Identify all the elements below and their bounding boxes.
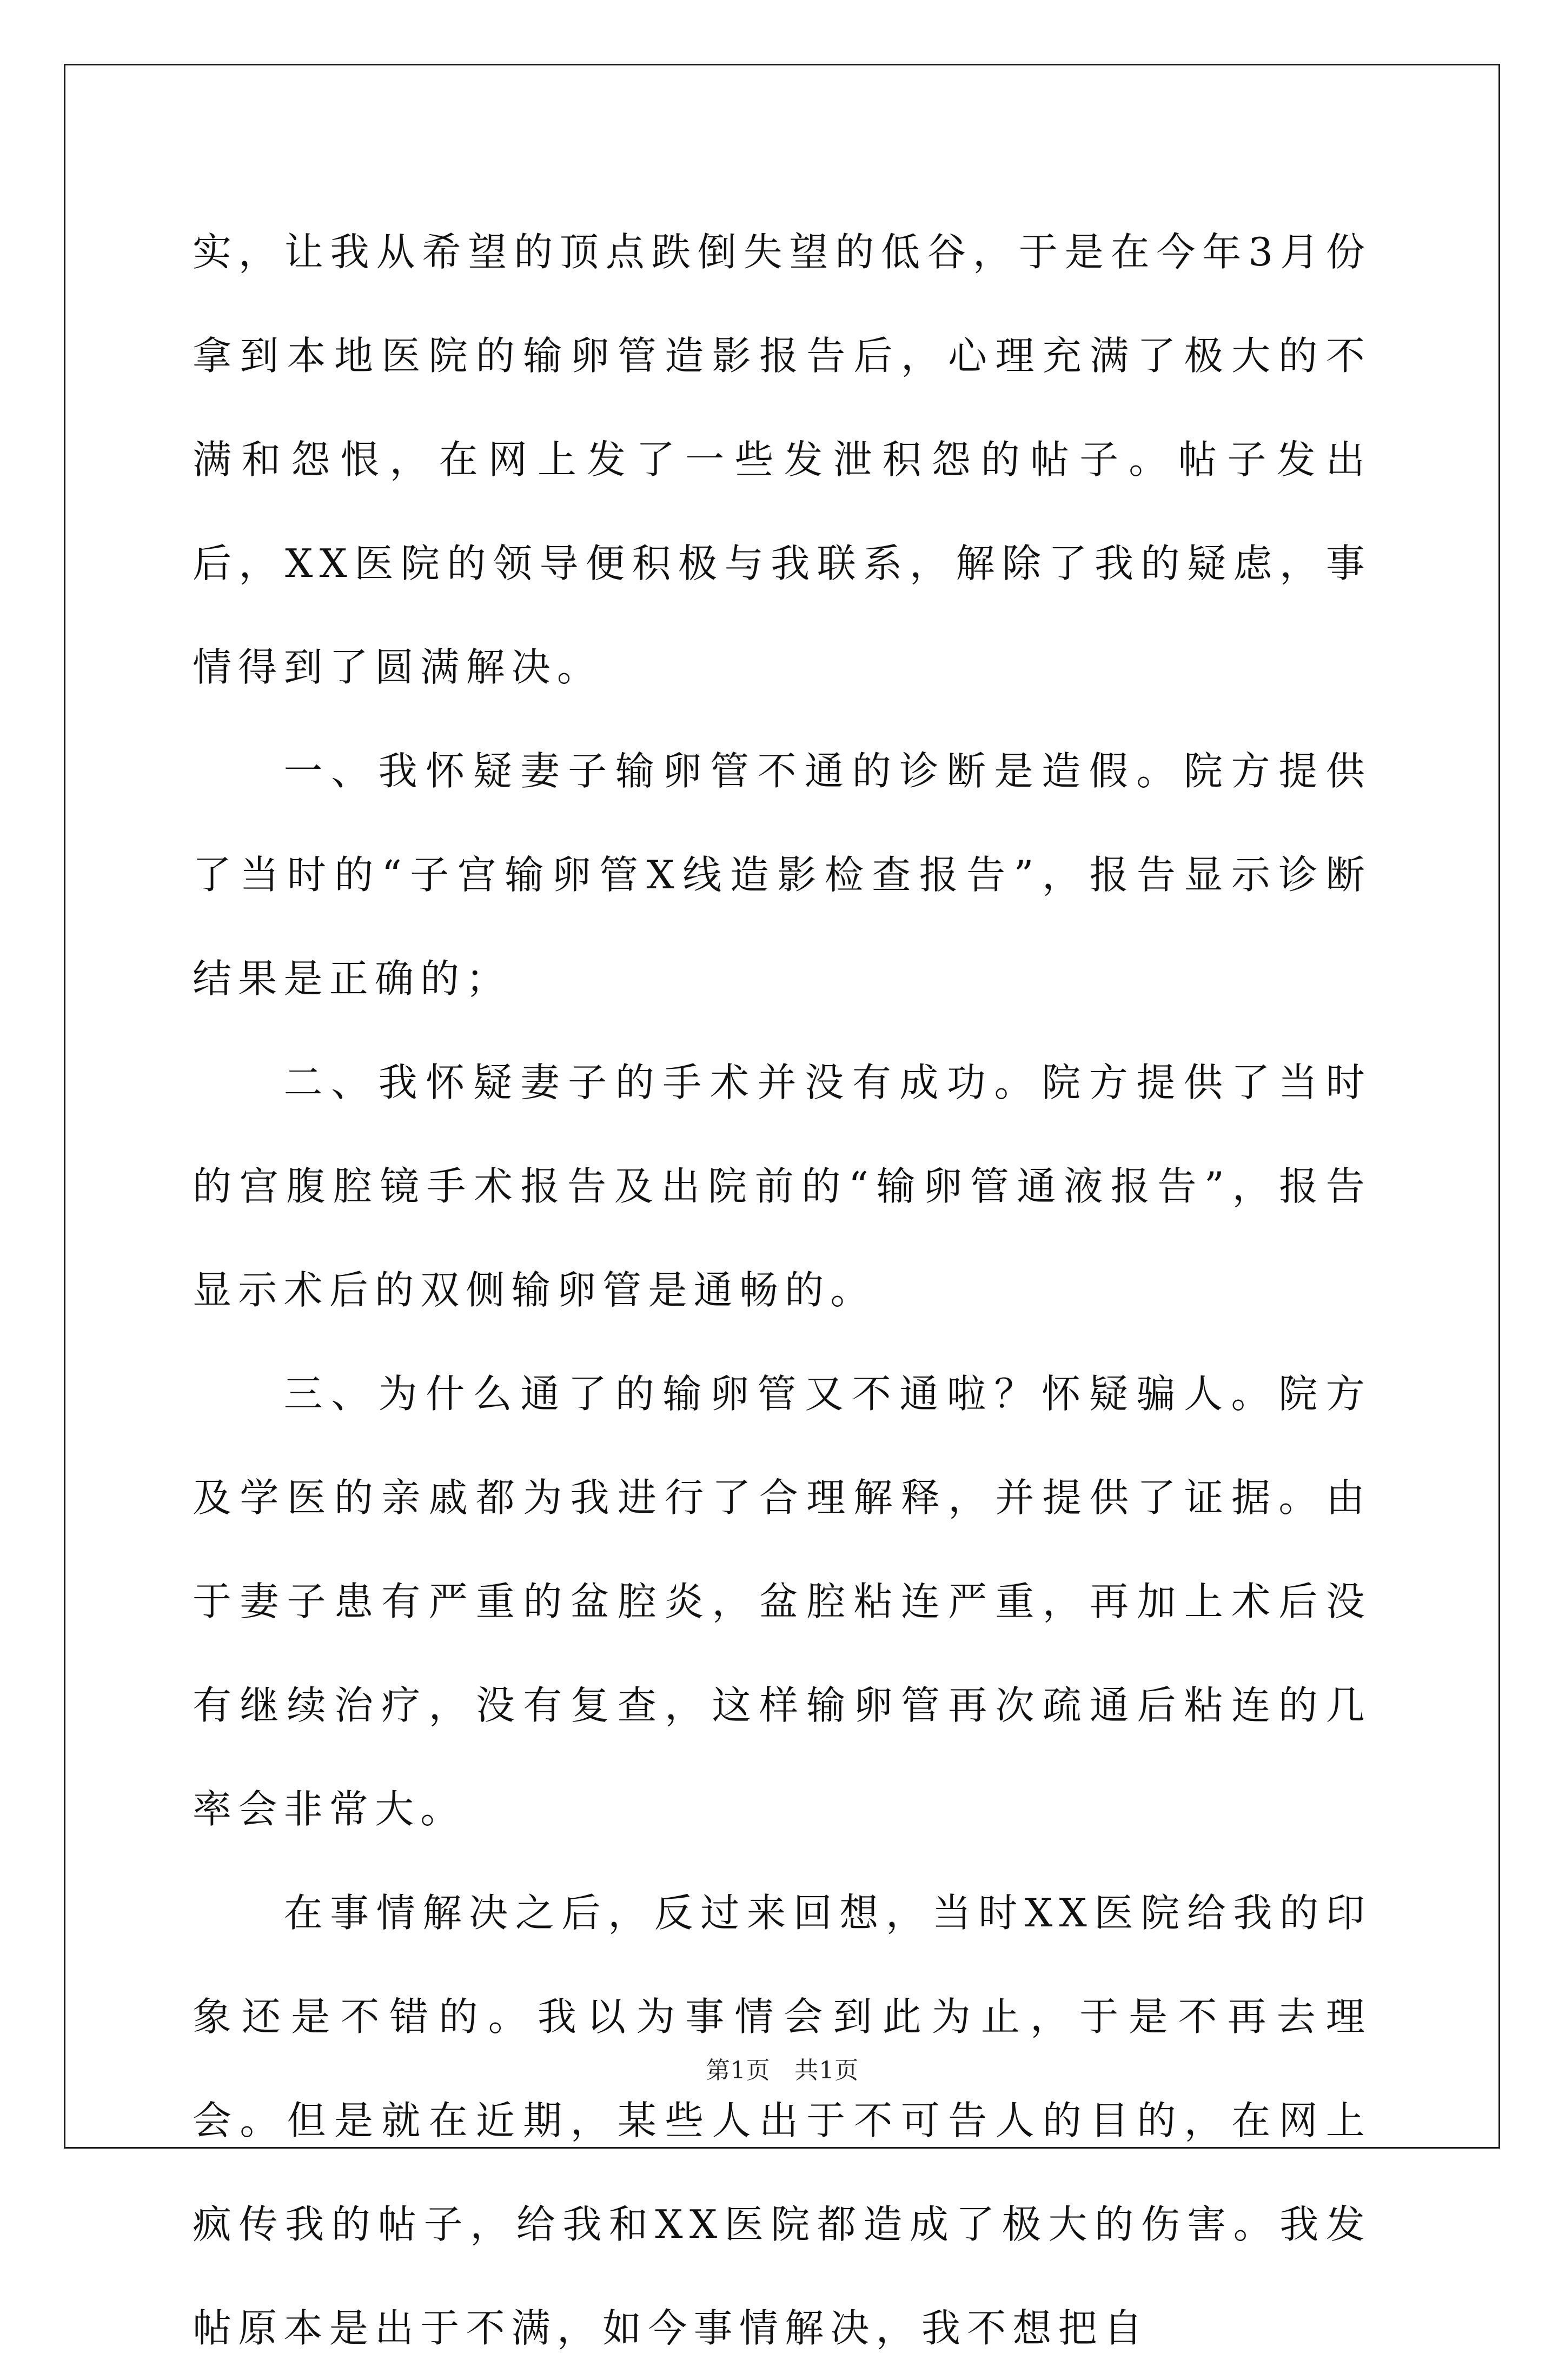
paragraph-conclusion: 在事情解决之后，反过来回想，当时XX医院给我的印象还是不错的。我以为事情会到此为止，于是不再去理会。但是就在近期，某些人出于不可告人的目的，在网上疯传我的帖子，给我和XX医院都造成了极大的伤害。我发帖原本是出于不满，如今事情解决，我不想把自 [193,1890,1371,2351]
paragraph-continuation: 实，让我从希望的顶点跌倒失望的低谷，于是在今年3月份拿到本地医院的输卵管造影报告后，心理充满了极大的不满和怨恨，在网上发了一些发泄积怨的帖子。帖子发出后，XX医院的领导便积极与我联系，解除了我的疑虑，事情得到了圆满解决。 [193,229,1371,690]
paragraph-point-one: 一、我怀疑妻子输卵管不通的诊断是造假。院方提供了当时的“子宫输卵管X线造影检查报告”，报告显示诊断结果是正确的； [193,748,1371,1001]
page-number-footer: 第1页 共1页 [706,2057,859,2084]
paragraph-point-two: 二、我怀疑妻子的手术并没有成功。院方提供了当时的宫腹腔镜手术报告及出院前的“输卵管通液报告”，报告显示术后的双侧输卵管是通畅的。 [193,1060,1371,1313]
paragraph-point-three: 三、为什么通了的输卵管又不通啦？怀疑骗人。院方及学医的亲戚都为我进行了合理解释，并提供了证据。由于妻子患有严重的盆腔炎，盆腔粘连严重，再加上术后没有继续治疗，没有复查，这样输卵管再次疏通后粘连的几率会非常大。 [193,1371,1371,1832]
document-body [193,200,1371,2380]
